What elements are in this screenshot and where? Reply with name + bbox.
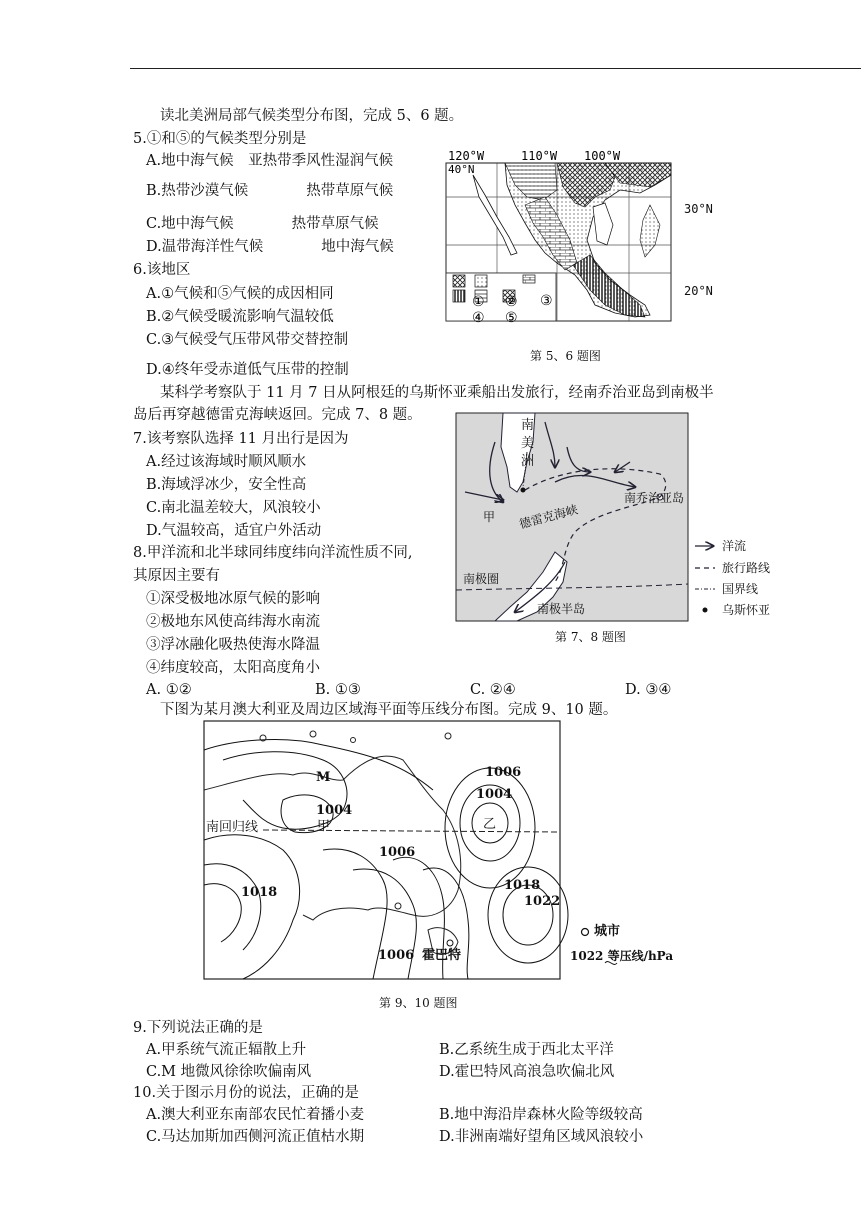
legend-3: ③ bbox=[540, 293, 553, 309]
label-1018-b: 1018 bbox=[504, 878, 541, 893]
label-1006-b: 1006 bbox=[379, 845, 416, 860]
q6-option-d: D.④终年受赤道低气压带的控制 bbox=[146, 362, 349, 378]
q6-option-a: A.①气候和⑤气候的成因相同 bbox=[146, 286, 334, 302]
intro-7-8-a: 某科学考察队于 11 月 7 日从阿根廷的乌斯怀亚乘船出发旅行，经南乔治亚岛到南极半 bbox=[160, 385, 714, 401]
caption-7-8: 第 7、8 题图 bbox=[555, 630, 626, 644]
legend-1: ① bbox=[472, 294, 485, 310]
lat-30n: 30°N bbox=[684, 202, 713, 216]
q10-option-d: D.非洲南端好望角区域风浪较小 bbox=[439, 1129, 644, 1145]
q6-option-b: B.②气候受暖流影响气温较低 bbox=[146, 309, 334, 325]
caption-9-10: 第 9、10 题图 bbox=[379, 996, 458, 1010]
q8-option-b: B. ①③ bbox=[315, 682, 361, 698]
q5-option-d: D.温带海洋性气候 地中海气候 bbox=[146, 239, 394, 255]
header-rule bbox=[130, 68, 861, 69]
legend-4: ④ bbox=[472, 310, 485, 325]
lon-110w: 110°W bbox=[521, 149, 558, 163]
q8-stem-1: 8.甲洋流和北半球同纬度纬向洋流性质不同, bbox=[133, 545, 413, 561]
legend-2: ② bbox=[505, 294, 518, 310]
q10-option-c: C.马达加斯加西侧河流正值枯水期 bbox=[146, 1129, 365, 1145]
label-1004-a: 1004 bbox=[316, 803, 353, 818]
q7-option-c: C.南北温差较大，风浪较小 bbox=[146, 500, 321, 516]
label-south-america-1: 南 bbox=[521, 418, 535, 433]
q10-option-a: A.澳大利亚东南部农民忙着播小麦 bbox=[146, 1107, 365, 1123]
q10-option-b: B.地中海沿岸森林火险等级较高 bbox=[439, 1107, 643, 1123]
q5-option-c: C.地中海气候 热带草原气候 bbox=[146, 216, 379, 232]
label-1004-b: 1004 bbox=[476, 787, 513, 802]
label-south-america-2: 美 bbox=[521, 436, 535, 451]
q8-stem-2: 其原因主要有 bbox=[133, 568, 220, 584]
label-1006-c: 1006 bbox=[378, 948, 415, 963]
q8-item-2: ②极地东风使高纬海水南流 bbox=[146, 614, 320, 630]
q10-stem: 10.关于图示月份的说法，正确的是 bbox=[133, 1085, 360, 1101]
q7-stem: 7.该考察队选择 11 月出行是因为 bbox=[133, 431, 349, 447]
label-jia-system: 甲 bbox=[317, 819, 331, 834]
label-antarctic-circle: 南极圈 bbox=[463, 572, 500, 586]
label-south-america-3: 洲 bbox=[521, 454, 535, 469]
q7-option-a: A.经过该海域时顺风顺水 bbox=[146, 454, 307, 470]
label-m: M bbox=[316, 770, 331, 785]
label-yi-system: 乙 bbox=[483, 817, 497, 832]
label-tropic-capricorn: 南回归线 bbox=[206, 820, 259, 835]
q5-option-b: B.热带沙漠气候 热带草原气候 bbox=[146, 183, 394, 199]
lat-20n: 20°N bbox=[684, 284, 713, 298]
q8-item-3: ③浮冰融化吸热使海水降温 bbox=[146, 637, 320, 653]
label-hobart: 霍巴特 bbox=[422, 948, 462, 963]
q9-stem: 9.下列说法正确的是 bbox=[133, 1020, 263, 1036]
q9-option-d: D.霍巴特风高浪急吹偏北风 bbox=[439, 1064, 615, 1080]
q6-option-c: C.③气候受气压带风带交替控制 bbox=[146, 332, 349, 348]
lat-40n: 40°N bbox=[448, 163, 475, 176]
q8-option-d: D. ③④ bbox=[625, 682, 672, 698]
legend-ushuaia: 乌斯怀亚 bbox=[722, 603, 771, 617]
australia-isobar-map bbox=[203, 720, 673, 982]
q8-option-c: C. ②④ bbox=[470, 682, 516, 698]
q7-option-d: D.气温较高，适宜户外活动 bbox=[146, 523, 322, 539]
q7-option-b: B.海域浮冰少，安全性高 bbox=[146, 477, 307, 493]
label-1022: 1022 bbox=[524, 894, 561, 909]
label-south-georgia: 南乔治亚岛 bbox=[624, 491, 685, 505]
q5-option-a: A.地中海气候 亚热带季风性湿润气候 bbox=[146, 153, 394, 169]
q9-option-c: C.M 地微风徐徐吹偏南风 bbox=[146, 1064, 312, 1080]
legend-city: 城市 bbox=[594, 924, 621, 939]
label-antarctic-peninsula: 南极半岛 bbox=[537, 602, 586, 616]
q8-item-1: ①深受极地冰原气候的影响 bbox=[146, 591, 320, 607]
q6-stem: 6.该地区 bbox=[133, 262, 191, 278]
q8-option-a: A. ①② bbox=[146, 682, 192, 698]
legend-5: ⑤ bbox=[505, 310, 518, 325]
q9-option-b: B.乙系统生成于西北太平洋 bbox=[439, 1042, 614, 1058]
lon-100w: 100°W bbox=[584, 149, 621, 163]
label-1018-a: 1018 bbox=[241, 885, 278, 900]
caption-5-6: 第 5、6 题图 bbox=[530, 349, 601, 363]
legend-border: 国界线 bbox=[722, 582, 759, 596]
north-america-climate-map bbox=[445, 145, 690, 325]
intro-5-6: 读北美洲局部气候类型分布图，完成 5、6 题。 bbox=[160, 108, 464, 124]
label-jia-current: 甲 bbox=[483, 510, 496, 524]
label-1006-a: 1006 bbox=[485, 765, 522, 780]
lon-120w: 120°W bbox=[448, 149, 485, 163]
q9-option-a: A.甲系统气流正辐散上升 bbox=[146, 1042, 307, 1058]
legend-isobar: 1022 等压线/hPa bbox=[570, 949, 674, 963]
intro-7-8-b: 岛后再穿越德雷克海峡返回。完成 7、8 题。 bbox=[133, 407, 422, 423]
label-drake-passage: 德雷克海峡 bbox=[517, 502, 580, 532]
legend-route: 旅行路线 bbox=[722, 561, 771, 575]
legend-current: 洋流 bbox=[722, 539, 747, 553]
q8-item-4: ④纬度较高，太阳高度角小 bbox=[146, 660, 320, 676]
q5-stem: 5.①和⑤的气候类型分别是 bbox=[133, 131, 307, 147]
intro-9-10: 下图为某月澳大利亚及周边区域海平面等压线分布图。完成 9、10 题。 bbox=[160, 702, 618, 718]
